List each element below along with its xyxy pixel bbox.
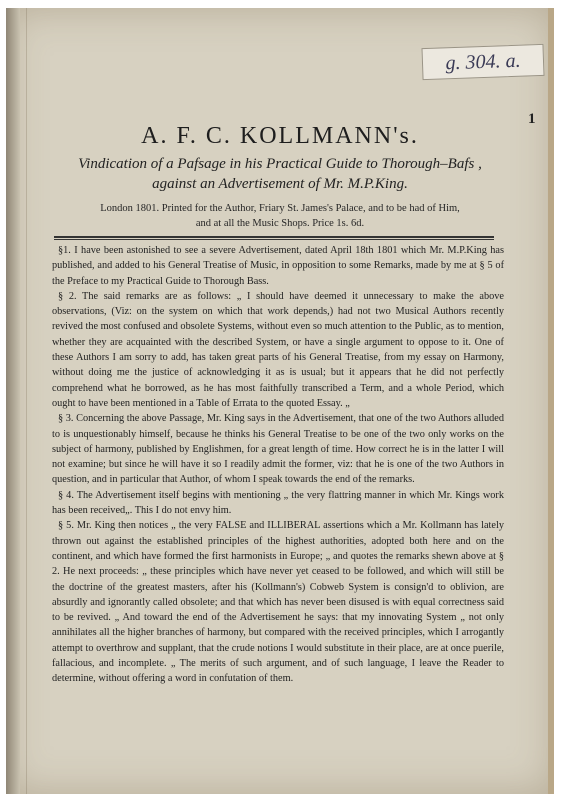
paragraph-4: § 4. The Advertisement itself begins with mentioning „ the very flattring manner in which Mr. Kings work has been received„. This I do not envy him. xyxy=(52,489,504,517)
imprint-line-1: London 1801. Printed for the Author, Friary St. James's Palace, and to be had of Him, xyxy=(100,203,460,214)
imprint-line-2: and at all the Music Shops. Price 1s. 6d. xyxy=(195,218,365,229)
paragraph-5: § 5. Mr. King then notices „ the very FALSE and ILLIBERAL assertions which a Mr. Kollmann has lately thrown out against the established principles of the highest authorities, adopted both here and on the continent, and which have formed the first harmonists in Europe; „ and quotes the remarks shewn above at § 2. He next proceeds: „ these principles which have never yet ceased to be followed, and which will still be the doctrine of the greatest masters, after his (Kollmann's) Cobweb System is consign'd to oblivion, are absurdly and ignorantly called obsolete; and that which has never been disused is with equal correctness said to be revived. „ And toward the end of the Advertisement he says: that my innovating System „ not only annihilates all the higher branches of harmony, but compared with the received principles, which I arrogantly attempt to overthrow and supplant, that the crude notions I would substitute in their place, are at once puerile, fallacious, and incomplete. „ The merits of such argument, and of such language, I leave the Reader to determine, without offering a word in confutation of them. xyxy=(52,520,504,685)
page-title: A. F. C. KOLLMANN's. xyxy=(141,123,419,149)
document-page xyxy=(6,8,554,794)
paragraph-2: § 2. The said remarks are as follows: „ I should have deemed it unnecessary to make the above observations, (Viz: on the system on which that work depends,) had not two Musical Authors recently revived the most confused and obsolete Systems, without even so much attention to the Public, as to mention, whether they are acquainted with the described System, or have a single argument to oppose to it. One of these Authors I am sorry to add, has taken great parts of his General Treatise, from my essay on Harmony, without doing me the justice of acknowledging it as is usual; but it appears that he did not perfectly comprehend what he borrowed, as he has most faithfully transcribed a Term, and a whole Period, which ought to have been mentioned in a Table of Errata to the quoted Essay. „ xyxy=(52,290,504,409)
page-number: 1 xyxy=(528,111,536,127)
subtitle-line-2: against an Advertisement of Mr. M.P.King. xyxy=(152,176,408,192)
shelfmark-label: g. 304. a. xyxy=(421,44,544,80)
paragraph-3: § 3. Concerning the above Passage, Mr. King says in the Advertisement, that one of the two Authors alluded to is unquestionably himself, because he thinks his General Treatise to be one of the two only works on the subject of harmony, published by Englishmen, for a great length of time. How correct he is in the latter I will not examine; but since he will have it so I readily admit the former, viz: that he is one of the two Authors in question, and in particular that Author, of whom I speak towards the end of the remarks. xyxy=(52,413,504,486)
body-text xyxy=(52,243,504,687)
paragraph-1: §1. I have been astonished to see a severe Advertisement, dated April 18th 1801 which Mr. M.P.King has published, and added to his General Treatise of Music, in opposition to some Remarks, made by me at § 5 of the Preface to my Practical Guide to Thorough Bass. xyxy=(52,245,504,287)
title-rule xyxy=(54,236,494,240)
subtitle-line-1: Vindication of a Pafsage in his Practical Guide to Thorough–Bafs , xyxy=(78,156,482,172)
